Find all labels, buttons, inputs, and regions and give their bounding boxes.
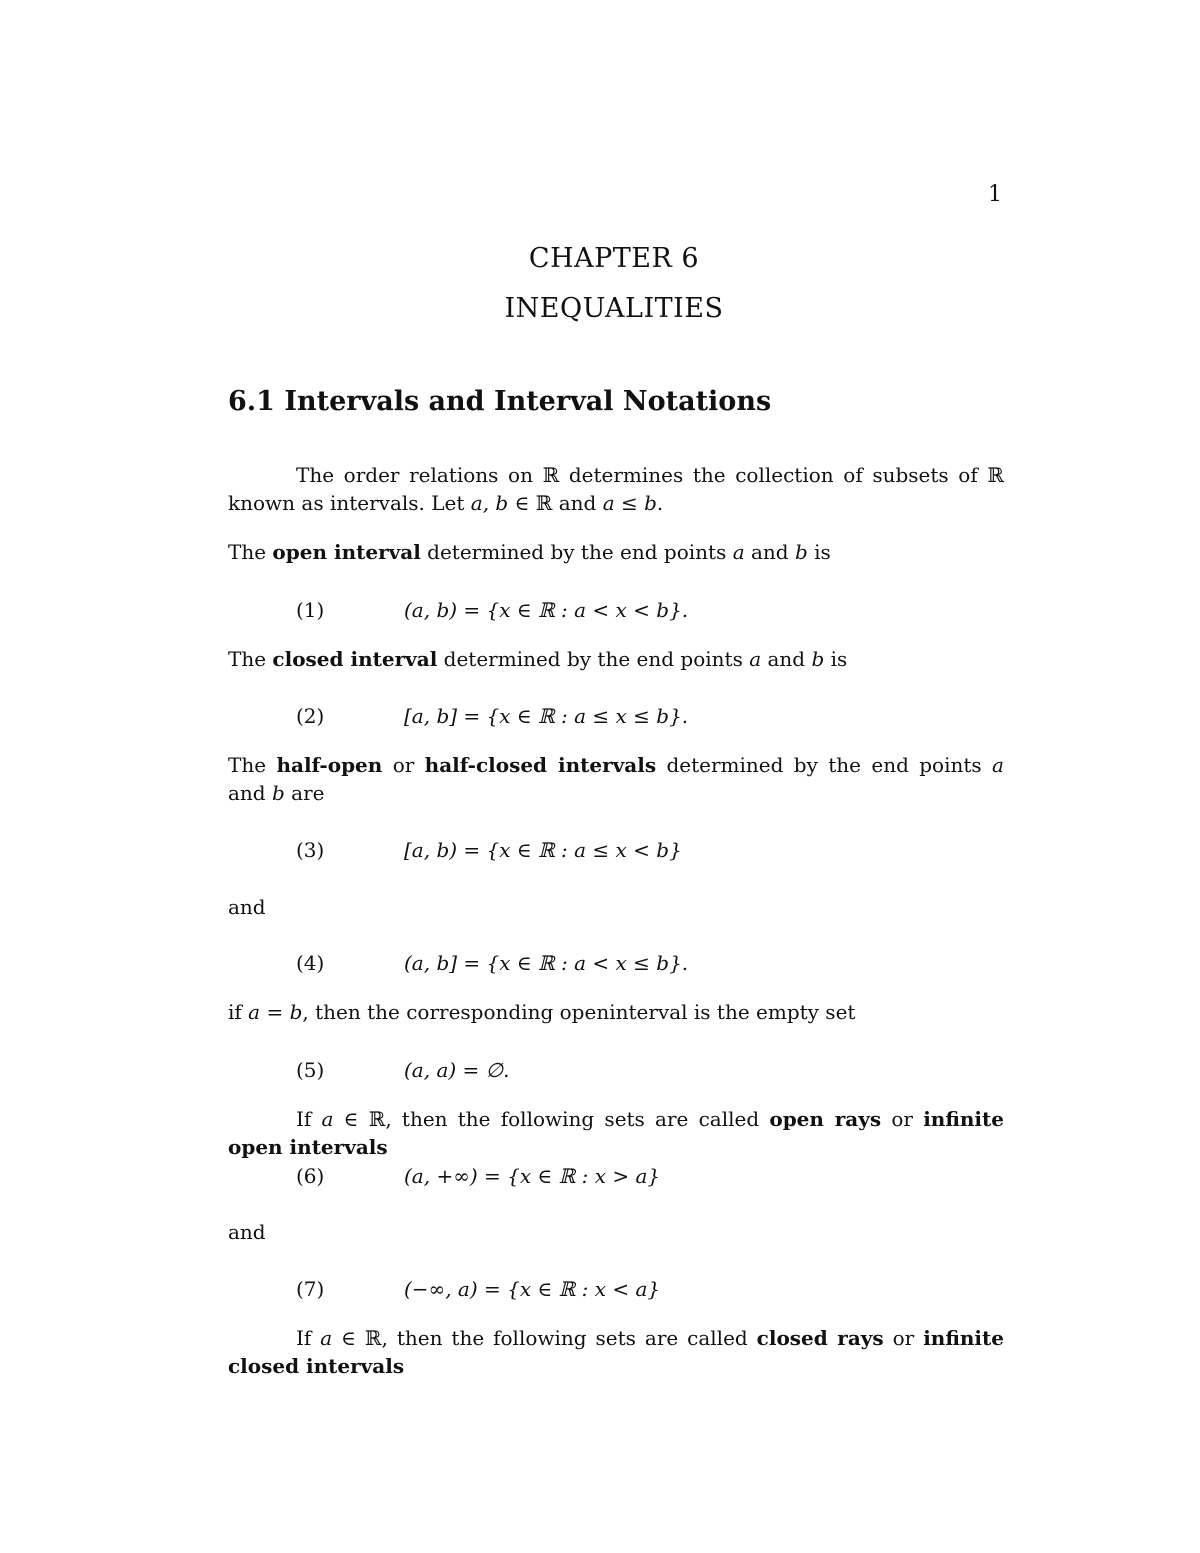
section-heading: 6.1 Intervals and Interval Notations [228,386,772,417]
equation-number: (2) [296,704,325,728]
chapter-title: INEQUALITIES [504,293,724,324]
open-rays-paragraph [228,1105,1004,1161]
or-word: or [382,753,425,777]
half-open-paragraph [228,751,1004,807]
page-number: 1 [988,182,1002,207]
is-word: is [807,540,831,564]
term-infinite-open-intervals: infinite open intervals [228,1107,1004,1159]
determined-by-text: determined by the end points [656,753,993,777]
chapter-label: CHAPTER 6 [528,243,700,274]
var-a: a [321,1107,334,1131]
the-word: The [228,647,273,671]
intro-text-4: . [656,491,664,515]
var-a: a [992,753,1004,777]
intro-paragraph [228,461,1004,517]
the-word: The [228,540,273,564]
equation-expression: (a, b] = {x ∈ ℝ : a < x ≤ b}. [404,951,689,975]
term-infinite-closed-intervals: infinite closed intervals [228,1326,1004,1378]
var-b: b [794,540,808,564]
and-word: and [744,540,795,564]
closed-rays-paragraph [228,1324,1004,1380]
equation-number: (4) [296,951,325,975]
equation-expression: (a, +∞) = {x ∈ ℝ : x > a} [404,1164,661,1188]
equation-3 [296,836,682,864]
var-a: a [732,540,745,564]
and-line-2: and [228,1220,266,1244]
if-word: if [228,1000,249,1024]
var-a: a [749,647,762,671]
var-a: a [320,1326,333,1350]
equation-number: (3) [296,838,325,862]
and-word: and [228,781,272,805]
equation-2 [296,702,688,730]
determined-by-text: determined by the end points [437,647,750,671]
in-r-then-text: ∈ ℝ, then the following sets are called [332,1326,757,1350]
or-word: or [881,1107,924,1131]
then-empty-text: , then the corresponding openinterval is the empty set [302,1000,856,1024]
if-word: If [296,1326,321,1350]
equation-5 [296,1056,509,1084]
var-b: b [289,1000,303,1024]
term-closed-rays: closed rays [756,1326,884,1350]
equation-number: (5) [296,1058,325,1082]
intro-var-b: b [644,491,657,515]
intro-var-a: a [602,491,615,515]
equation-expression: [a, b) = {x ∈ ℝ : a ≤ x < b} [404,838,682,862]
or-word: or [883,1326,924,1350]
term-open-rays: open rays [769,1107,882,1131]
var-b: b [271,781,285,805]
and-line-1: and [228,895,266,919]
term-half-closed-intervals: half-closed intervals [424,753,657,777]
closed-interval-paragraph [228,645,1004,673]
open-interval-paragraph [228,538,1004,566]
equation-number: (6) [296,1164,325,1188]
determined-by-text: determined by the end points [420,540,733,564]
term-half-open: half-open [276,753,383,777]
the-word: The [228,753,277,777]
term-open-interval: open interval [272,540,421,564]
equation-expression: (a, b) = {x ∈ ℝ : a < x < b}. [404,598,689,622]
equation-expression: (−∞, a) = {x ∈ ℝ : x < a} [404,1277,661,1301]
equation-4 [296,949,688,977]
equals-sign: = [260,1000,290,1024]
is-word: is [824,647,848,671]
equation-number: (7) [296,1277,325,1301]
intro-vars: a, b [470,491,509,515]
term-closed-interval: closed interval [272,647,438,671]
and-word: and [761,647,812,671]
intro-text-1: The order relations on ℝ determines the collection of subsets of ℝ known as intervals. Let [228,463,1004,515]
in-r-then-text: ∈ ℝ, then the following sets are called [333,1107,770,1131]
var-a: a [248,1000,261,1024]
if-word: If [296,1107,322,1131]
empty-set-paragraph [228,998,1004,1026]
equation-6 [296,1162,660,1190]
equation-1 [296,596,688,624]
equation-expression: [a, b] = {x ∈ ℝ : a ≤ x ≤ b}. [404,704,689,728]
intro-text-3: ≤ [614,491,645,515]
equation-7 [296,1275,660,1303]
var-b: b [811,647,825,671]
are-word: are [284,781,325,805]
intro-text-2: ∈ ℝ and [508,491,603,515]
equation-expression: (a, a) = ∅. [404,1058,510,1082]
equation-number: (1) [296,598,325,622]
